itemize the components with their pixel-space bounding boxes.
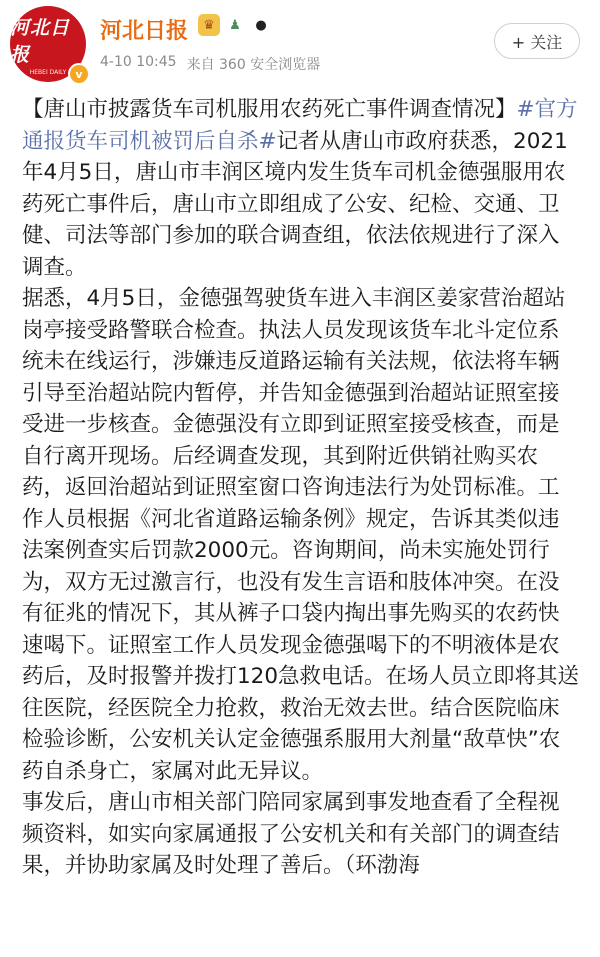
crown-icon[interactable]: ♛ xyxy=(198,14,220,36)
post-title: 【唐山市披露货车司机服用农药死亡事件调查情况】 xyxy=(22,97,517,122)
post-paragraph-2: 据悉，4月5日，金德强驾驶货车进入丰润区姜家营治超站岗亭接受路警联合检查。执法人员发现该货车北斗定位系统未在线运行，涉嫌违反道路运输有关法规，依法将车辆引导至治超站院内暂停，并告知金德强到治超站证照室接受进一步核查。金德强没有立即到证照室接受核查，而是自行离开现场。后经调查发现，其到附近供销社购买农药，返回治超站到证照室窗口咨询违法行为处罚标准。工作人员根据《河北省道路运输条例》规定，告诉其类似违法案例查实后罚款2000元。咨询期间，尚未实施处罚行为，双方无过激言行，也没有发生言语和肢体冲突。在没有征兆的情况下，其从裤子口袋内掏出事先购买的农药快速喝下。证照室工作人员发现金德强喝下的不明液体是农药后，及时报警并拨打120急救电话。在场人员立即将其送往医院，经医院全力抢救，救治无效去世。结合医院临床检验诊断，公安机关认定金德强系服用大剂量“敌草快”农药自杀身亡，家属对此无异议。 xyxy=(22,286,580,784)
post-body xyxy=(22,94,580,882)
panda-icon[interactable]: ● xyxy=(250,14,272,36)
post-paragraph-1 xyxy=(22,94,580,283)
post-date: 4-10 10:45 xyxy=(100,54,177,70)
post-paragraph-3: 事发后，唐山市相关部门陪同家属到事发地查看了全程视频资料，如实向家属通报了公安机关和有关部门的调查结果，并协助家属及时处理了善后。（环渤海 xyxy=(22,790,560,878)
post-header xyxy=(0,0,600,90)
avatar-logo-text: 河北日报 xyxy=(10,16,71,66)
hashtag-link[interactable]: #官方通报货车司机被罚后自杀# xyxy=(22,97,578,154)
post-meta xyxy=(100,54,320,74)
follow-button[interactable]: + 关注 xyxy=(494,23,580,59)
verified-icon: v xyxy=(68,63,90,85)
account-name[interactable]: 河北日报 xyxy=(100,19,189,44)
figure-icon[interactable]: ♟ xyxy=(224,14,246,36)
post-text-1: 记者从唐山市政府获悉，2021年4月5日，唐山市丰润区境内发生货车司机金德强服用农药死亡事件后，唐山市立即组成了公安、纪检、交通、卫健、司法等部门参加的联合调查组，依法依规进行了深入调查。 xyxy=(22,128,568,280)
post-source: 来自 360 安全浏览器 xyxy=(186,57,321,73)
avatar-logo-subtext: HEBEI DAILY xyxy=(29,68,67,76)
badge-list xyxy=(198,14,272,36)
